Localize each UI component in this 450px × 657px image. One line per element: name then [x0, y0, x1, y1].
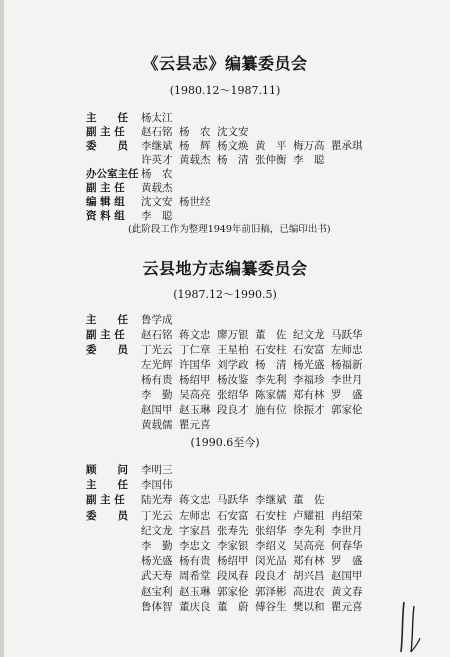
role-label: 副 主 任: [86, 329, 125, 341]
member-name: 陈家儒: [255, 389, 287, 401]
member-names: [141, 358, 369, 372]
member-name: 郭泽彬: [255, 585, 287, 598]
section1-period: (1980.12～1987.11): [169, 84, 281, 97]
member-name: 杨 清: [255, 359, 287, 371]
member-names: [141, 343, 369, 357]
member-name: 杨世经: [179, 196, 211, 208]
member-names: [141, 328, 369, 342]
member-name: 马跃华: [217, 494, 249, 507]
member-name: 许英才: [141, 154, 173, 166]
member-names: [141, 478, 179, 492]
member-name: 丁仁章: [179, 344, 211, 356]
member-name: 瞿承琪: [331, 140, 363, 152]
member-name: 纪文龙: [141, 524, 173, 537]
member-name: 吴高亮: [179, 389, 211, 401]
member-name: 李世月: [331, 374, 363, 386]
member-name: 沈文安: [141, 196, 173, 208]
section2-period: (1987.12～1990.5): [173, 288, 277, 301]
member-name: 董 佐: [293, 494, 325, 507]
member-name: 赵宝利: [141, 585, 173, 598]
role-label: 主 任: [86, 314, 128, 326]
member-names: [141, 463, 179, 477]
member-name: 武天寿: [141, 570, 173, 583]
member-name: 黄文春: [331, 585, 363, 598]
member-names: [141, 195, 217, 209]
member-name: 郑有林: [293, 389, 325, 401]
member-name: 黄载儒: [141, 419, 173, 431]
member-name: 李国伟: [141, 479, 173, 492]
member-name: 字家昌: [179, 524, 211, 537]
member-name: 卢耀祖: [293, 509, 325, 522]
member-name: 张寿先: [217, 524, 249, 537]
member-name: 段凤春: [217, 570, 249, 583]
member-name: 傅谷生: [255, 600, 287, 613]
member-name: 杨绍甲: [179, 374, 211, 386]
member-name: 赵石铭: [141, 329, 173, 341]
member-name: 梅万高: [293, 140, 325, 152]
role-label: 副 主 任: [86, 182, 125, 194]
member-name: 高进农: [293, 585, 325, 598]
member-name: 李忠文: [179, 540, 211, 552]
member-name: 董庆良: [179, 600, 211, 613]
member-name: 张绍华: [255, 524, 287, 537]
member-name: 赵国甲: [141, 404, 173, 416]
member-name: 闵光品: [255, 555, 287, 568]
member-name: 杨太江: [141, 112, 173, 124]
member-names: [141, 125, 255, 139]
member-name: 赵玉琳: [179, 585, 211, 598]
member-name: 蒋文忠: [179, 329, 211, 341]
member-name: 沈文安: [217, 126, 249, 138]
member-name: 何春华: [331, 540, 363, 552]
member-name: 樊以和: [293, 600, 325, 613]
member-name: 董 蔚: [217, 600, 249, 613]
member-name: 杨福新: [331, 359, 363, 371]
member-name: 丁光云: [141, 344, 173, 356]
member-name: 李绍义: [255, 540, 287, 552]
member-name: 杨汝鉴: [217, 374, 249, 386]
member-name: 赵石铭: [141, 126, 173, 138]
member-name: 李先利: [293, 524, 325, 537]
member-name: 许国华: [179, 359, 211, 371]
member-name: 张绍华: [217, 389, 249, 401]
member-name: 李先利: [255, 374, 287, 386]
member-name: 郑有林: [293, 555, 325, 568]
member-name: 胡兴昌: [293, 570, 325, 583]
member-name: 赵国甲: [331, 570, 363, 583]
role-label: 顾 问: [86, 464, 128, 476]
role-label: 主 任: [86, 479, 128, 492]
member-name: 李 勤: [141, 389, 173, 401]
member-name: 王星柏: [217, 344, 249, 356]
member-name: 左师忠: [179, 509, 211, 522]
member-name: 李 勤: [141, 540, 173, 552]
role-label: 委 员: [86, 344, 128, 356]
member-name: 李继斌: [141, 140, 173, 152]
member-names: [141, 111, 179, 125]
member-name: 徐振才: [293, 404, 325, 416]
member-names: [141, 524, 369, 538]
member-name: 刘学政: [217, 359, 249, 371]
member-name: 纪文龙: [293, 329, 325, 341]
member-name: 赵玉琳: [179, 404, 211, 416]
section3-period: (1990.6至今): [190, 436, 260, 449]
member-name: 冉绍荣: [331, 509, 363, 522]
member-name: 左师忠: [331, 344, 363, 356]
member-name: 石安富: [217, 509, 249, 522]
member-names: [141, 539, 369, 553]
member-names: [141, 167, 179, 181]
member-name: 杨 农: [179, 126, 211, 138]
member-name: 李 聪: [141, 210, 173, 222]
member-name: 郭家伦: [217, 585, 249, 598]
member-names: [141, 313, 179, 327]
page-binding-edge: [0, 0, 4, 657]
member-name: 马跃华: [331, 329, 363, 341]
member-name: 杨文焕: [217, 140, 249, 152]
member-names: [141, 493, 331, 507]
member-name: 黄 平: [255, 140, 287, 152]
section2-title: 云县地方志编纂委员会: [142, 259, 308, 278]
member-name: 石安柱: [255, 509, 287, 522]
member-names: [141, 139, 369, 153]
member-names: [141, 373, 369, 387]
section1-title: 《云县志》编纂委员会: [142, 54, 308, 73]
member-name: 周希堂: [179, 570, 211, 583]
role-label: 主 任: [86, 112, 128, 124]
member-name: 杨有贵: [179, 555, 211, 568]
member-name: 蒋文忠: [179, 494, 211, 507]
member-names: [141, 554, 369, 568]
member-name: 陆光寿: [141, 494, 173, 507]
member-names: [141, 418, 217, 432]
member-name: 石安柱: [255, 344, 287, 356]
role-label: 副 主 任: [86, 126, 125, 138]
role-label: 资 料 组: [86, 210, 125, 222]
member-names: [141, 600, 369, 614]
member-name: 石安富: [293, 344, 325, 356]
role-label: 办公室主任: [86, 168, 139, 180]
section1-note: (此阶段工作为整理1949年前旧稿，已编印出书): [128, 224, 331, 235]
member-name: 瞿元喜: [331, 600, 363, 613]
member-name: 罗 盛: [331, 555, 363, 568]
member-name: 段良才: [217, 404, 249, 416]
member-name: 瞿元喜: [179, 419, 211, 431]
member-name: 鲁体智: [141, 600, 173, 613]
handwritten-mark: [398, 600, 438, 654]
member-names: [141, 153, 331, 167]
role-label: 委 员: [86, 140, 128, 152]
member-names: [141, 585, 369, 599]
role-label: 副 主 任: [86, 494, 125, 507]
member-name: 郭家伦: [331, 404, 363, 416]
member-name: 杨绍甲: [217, 555, 249, 568]
member-names: [141, 569, 369, 583]
member-name: 段良才: [255, 570, 287, 583]
member-name: 黄载杰: [141, 182, 173, 194]
member-name: 杨 辉: [179, 140, 211, 152]
member-name: 李福珍: [293, 374, 325, 386]
member-names: [141, 509, 369, 523]
member-names: [141, 388, 369, 402]
member-name: 李世月: [331, 524, 363, 537]
member-name: 杨光盛: [141, 555, 173, 568]
member-name: 吴高亮: [293, 540, 325, 552]
role-label: 编 辑 组: [86, 196, 125, 208]
member-name: 罗 盛: [331, 389, 363, 401]
member-name: 董 佐: [255, 329, 287, 341]
member-name: 杨 清: [217, 154, 249, 166]
member-name: 左光辉: [141, 359, 173, 371]
member-name: 施有位: [255, 404, 287, 416]
member-name: 丁光云: [141, 509, 173, 522]
member-name: 杨 农: [141, 168, 173, 180]
member-name: 廖万银: [217, 329, 249, 341]
role-label: 委 员: [86, 509, 128, 522]
member-names: [141, 181, 179, 195]
member-name: 张仲衡: [255, 154, 287, 166]
member-name: 鲁学成: [141, 314, 173, 326]
member-name: 杨光盛: [293, 359, 325, 371]
member-name: 李家银: [217, 540, 249, 552]
member-name: 李继斌: [255, 494, 287, 507]
member-name: 杨有贵: [141, 374, 173, 386]
member-names: [141, 403, 369, 417]
member-name: 黄载杰: [179, 154, 211, 166]
member-name: 李明三: [141, 464, 173, 476]
member-name: 李 聪: [293, 154, 325, 166]
